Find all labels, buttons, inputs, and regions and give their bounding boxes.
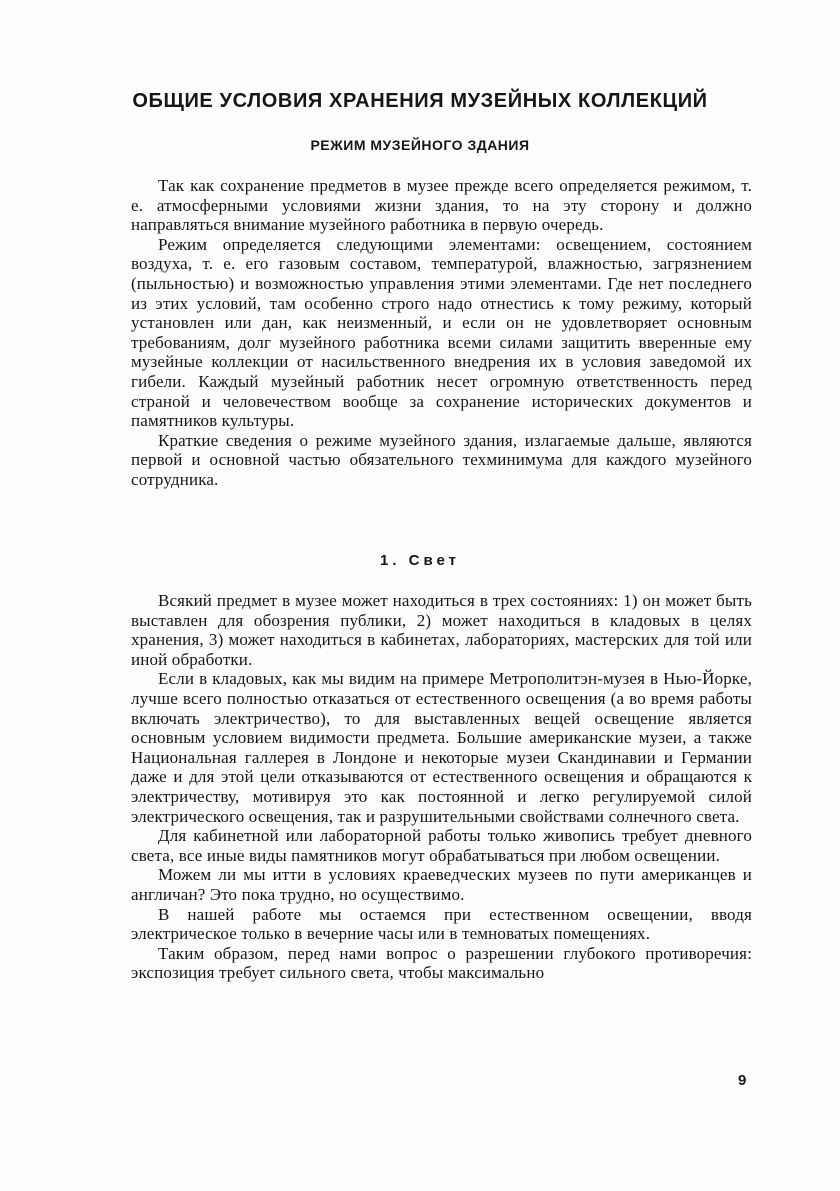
paragraph: Если в кладовых, как мы видим на примере Метрополитэн-музея в Нью-Йорке, лучше всего полностью отказаться от естественного освещения (а во время работы включать электричество), то для выставленных вещей освещение является основным условием видимости предмета. Большие американские музеи, а также Национальная галлерея в Лондоне и некоторые музеи Скандинавии и Германии даже и для этой цели отказываются от естественного освещения и обращаются к электричеству, мотивируя это как постоянной и легко регулируемой силой электрического освещения, так и разрушительными свойствами солнечного света. xyxy=(131,669,752,826)
page-number: 9 xyxy=(738,1072,747,1089)
chapter-title: ОБЩИЕ УСЛОВИЯ ХРАНЕНИЯ МУЗЕЙНЫХ КОЛЛЕКЦИЙ xyxy=(132,90,708,112)
paragraph: Всякий предмет в музее может находиться в трех состояниях: 1) он может быть выставлен для обозрения публики, 2) может находиться в кладовых в целях хранения, 3) может находиться в кабинетах, лабораториях, мастерских для той или иной обработки. xyxy=(131,591,752,669)
section-heading-light: 1. Свет xyxy=(379,552,461,569)
paragraph: Режим определяется следующими элементами: освещением, состоянием воздуха, т. е. его газовым составом, температурой, влажностью, загрязнением (пыльностью) и возможностью управления этими элементами. Где нет последнего из этих условий, там особенно строго надо отнестись к тому режиму, который установлен или дан, как неизменный, и если он не удовлетворяет основным требованиям, долг музейного работника всеми силами защитить вверенные ему музейные коллекции от насильственного внедрения их в условия заведомой их гибели. Каждый музейный работник несет огромную ответственность перед страной и человечеством вообще за сохранение исторических документов и памятников культуры. xyxy=(131,234,752,431)
paragraph: В нашей работе мы остаемся при естественном освещении, вводя электрическое только в вечерние часы или в темноватых помещениях. xyxy=(131,904,752,944)
paragraph: Можем ли мы итти в условиях краеведческих музеев по пути американцев и англичан? Это пока трудно, но осуществимо. xyxy=(131,865,752,904)
paragraph: Так как сохранение предметов в музее прежде всего определяется режимом, т. е. атмосферными условиями жизни здания, то на эту сторону и должно направляться внимание музейного работника в первую очередь. xyxy=(131,176,752,235)
intro-text-block xyxy=(131,176,752,490)
section-subtitle: РЕЖИМ МУЗЕЙНОГО ЗДАНИЯ xyxy=(310,137,530,153)
paragraph: Для кабинетной или лабораторной работы только живопись требует дневного света, все иные виды памятников могут обрабатываться при любом освещении. xyxy=(131,826,752,865)
light-section-text-block xyxy=(131,591,752,983)
paragraph: Таким образом, перед нами вопрос о разрешении глубокого противоречия: экспозиция требует сильного света, чтобы максимально xyxy=(131,943,752,983)
paragraph: Краткие сведения о режиме музейного здания, излагаемые дальше, являются первой и основной частью обязательного техминимума для каждого музейного сотрудника. xyxy=(131,430,752,489)
